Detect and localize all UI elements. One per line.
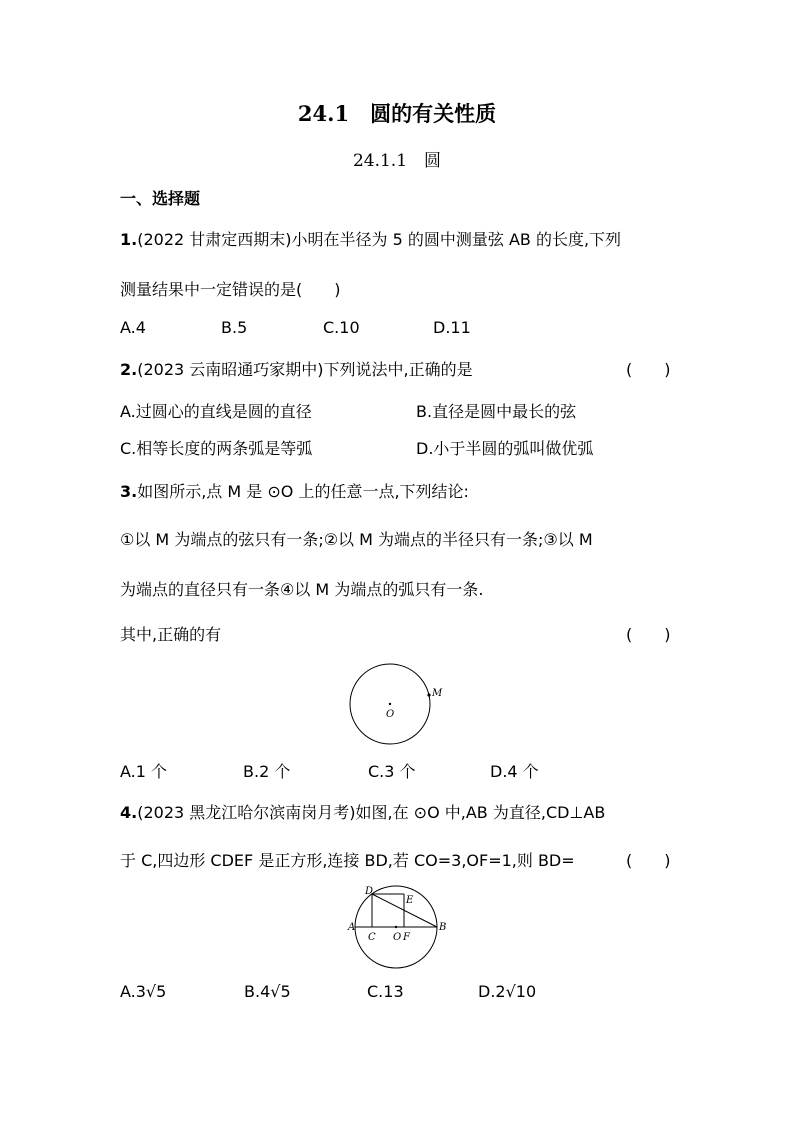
q2-option-c[interactable]: C.相等长度的两条弧是等弧: [120, 439, 313, 458]
q3-text-line2: ①以 M 为端点的弦只有一条;②以 M 为端点的半径只有一条;③以 M: [120, 530, 593, 549]
q4-answer-paren[interactable]: ( ): [626, 851, 671, 870]
label-a: A: [348, 922, 356, 933]
label-c: C: [368, 932, 376, 943]
page-subtitle: 24.1.1 圆: [352, 151, 442, 171]
q1-option-c[interactable]: C.10: [323, 318, 360, 337]
q3-text-line4: 其中,正确的有: [120, 625, 222, 644]
label-f: F: [403, 932, 410, 943]
q1-number: 1.: [120, 230, 138, 249]
page-title: 24.1 圆的有关性质: [297, 101, 497, 126]
q1-text-line2: 测量结果中一定错误的是( ): [120, 280, 341, 299]
label-b: B: [439, 922, 447, 933]
q2-option-d[interactable]: D.小于半圆的弧叫做优弧: [416, 439, 594, 458]
q1-option-b[interactable]: B.5: [221, 318, 248, 337]
q3-number: 3.: [120, 482, 138, 501]
label-o: O: [386, 709, 395, 720]
q4-text-line1: (2023 黑龙江哈尔滨南岗月考)如图,在 ⊙O 中,AB 为直径,CD⊥AB: [137, 803, 606, 822]
center-point: [395, 926, 397, 928]
q4-option-b[interactable]: B.4√5: [244, 982, 291, 1001]
q3-option-c[interactable]: C.3 个: [368, 762, 416, 781]
q1-option-d[interactable]: D.11: [433, 318, 471, 337]
q4-line1: [120, 800, 605, 823]
q3-line1: [120, 479, 469, 502]
q2-line: [120, 357, 473, 380]
q2-option-a[interactable]: A.过圆心的直线是圆的直径: [120, 402, 312, 421]
q4-geometry-figure: [340, 882, 452, 972]
label-m: M: [432, 688, 443, 699]
q3-text-line1: 如图所示,点 M 是 ⊙O 上的任意一点,下列结论:: [137, 482, 469, 501]
q2-text: (2023 云南昭通巧家期中)下列说法中,正确的是: [137, 360, 473, 379]
q3-option-d[interactable]: D.4 个: [490, 762, 539, 781]
q2-option-b[interactable]: B.直径是圆中最长的弦: [416, 402, 577, 421]
label-e: E: [406, 895, 414, 906]
q4-option-a[interactable]: A.3√5: [120, 982, 167, 1001]
q2-number: 2.: [120, 360, 138, 379]
q3-text-line3: 为端点的直径只有一条④以 M 为端点的弧只有一条.: [120, 580, 484, 599]
q1-text-line1: (2022 甘肃定西期末)小明在半径为 5 的圆中测量弦 AB 的长度,下列: [137, 230, 622, 249]
q3-circle-figure: [340, 660, 450, 750]
q4-option-c[interactable]: C.13: [367, 982, 404, 1001]
q4-option-d[interactable]: D.2√10: [478, 982, 537, 1001]
q2-answer-paren[interactable]: ( ): [626, 360, 671, 379]
label-d: D: [365, 886, 374, 897]
label-o: O: [393, 932, 402, 943]
q1-option-a[interactable]: A.4: [120, 318, 146, 337]
point-m: [427, 693, 430, 696]
q3-answer-paren[interactable]: ( ): [626, 625, 671, 644]
q4-text-line2: 于 C,四边形 CDEF 是正方形,连接 BD,若 CO=3,OF=1,则 BD=: [120, 851, 575, 870]
center-point: [389, 703, 391, 705]
q3-option-a[interactable]: A.1 个: [120, 762, 168, 781]
section-heading: 一、选择题: [120, 189, 201, 208]
q3-option-b[interactable]: B.2 个: [243, 762, 291, 781]
q4-number: 4.: [120, 803, 138, 822]
q1-line1: [120, 227, 621, 250]
